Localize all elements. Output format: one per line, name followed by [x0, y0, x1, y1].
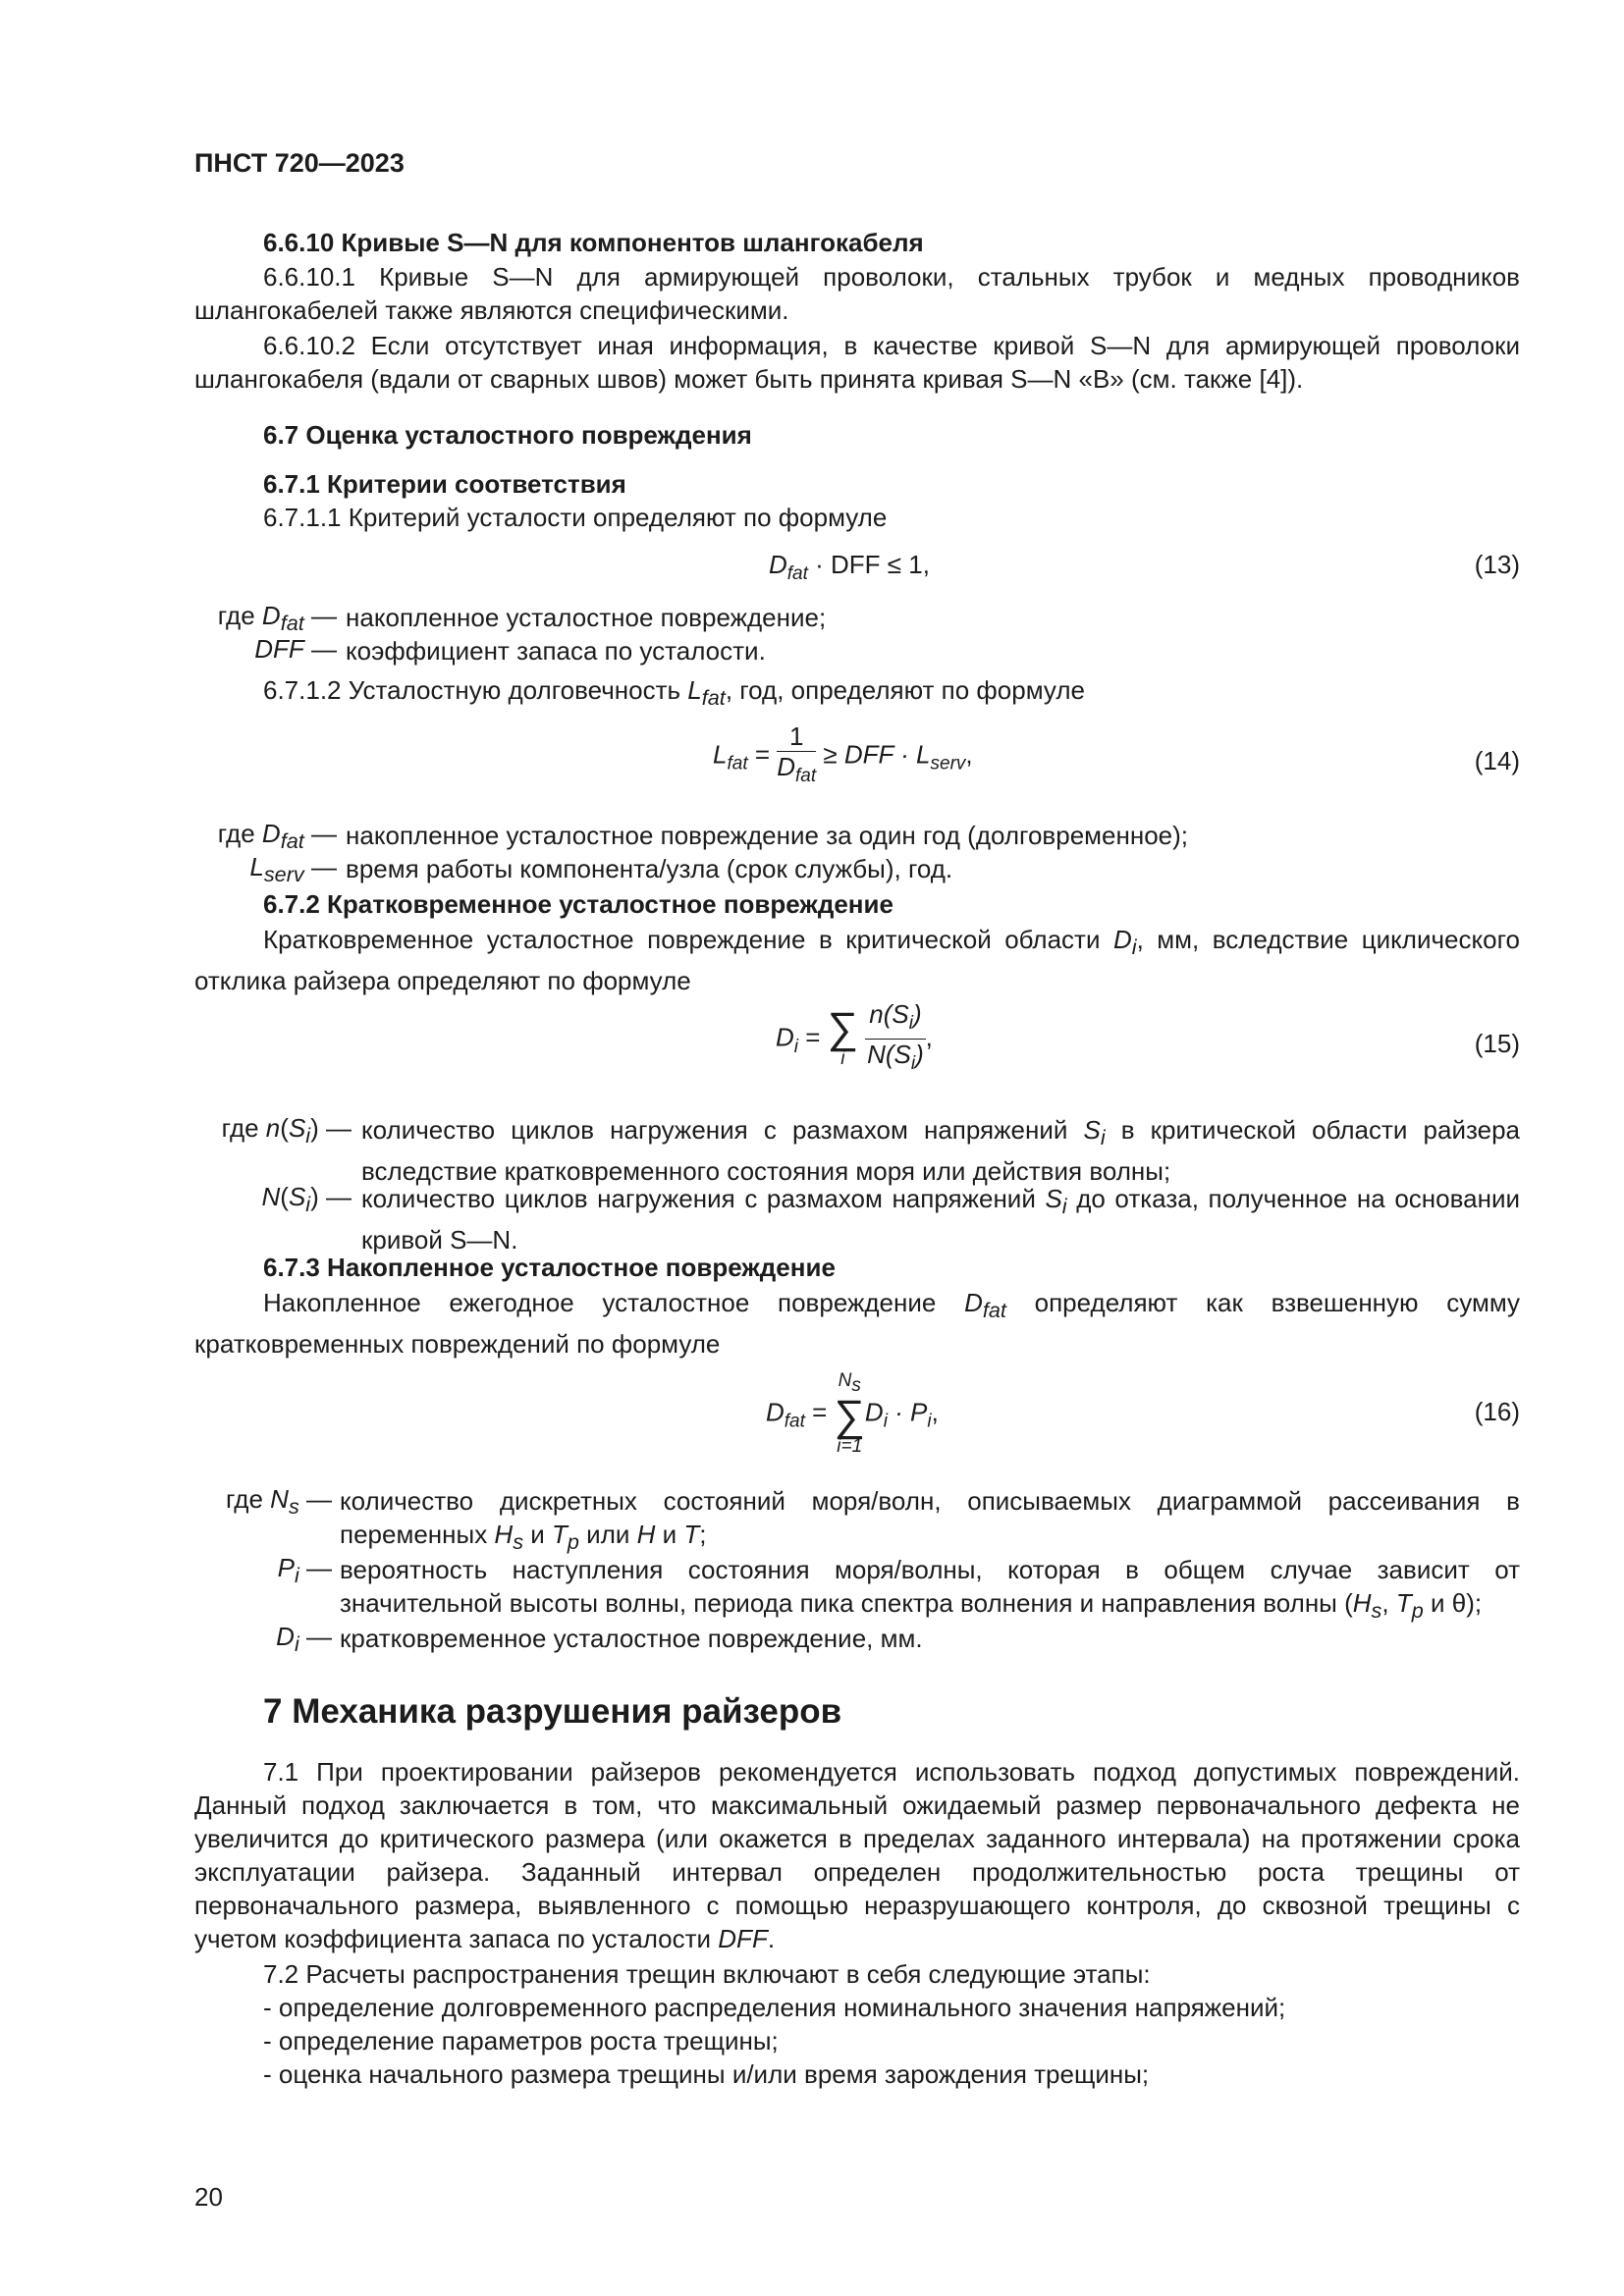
paragraph-7-1: 7.1 При проектировании райзеров рекомендуется использовать подход допустимых повреждений. Данный подход заключается в том, что максимальный ожидаемый размер первоначального дефекта не увеличится до критического размера (или окажется в пределах заданного интервала) на протяжении срока эксплуатации райзера. Заданный интервал определен продолжительностью роста трещины от первоначального размера, выявленного с помощью неразрушающего контроля, до сквозной трещины с учетом коэффициента запаса по усталости DFF.: [194, 1757, 1520, 1953]
paragraph-7-2: 7.2 Расчеты распространения трещин включают в себя следующие этапы:: [263, 1959, 1151, 1989]
list-item: - определение долговременного распределения номинального значения напряжений;: [263, 1993, 1286, 2022]
paragraph-6-6-10-1: 6.6.10.1 Кривые S—N для армирующей проволоки, стальных трубок и медных проводников шлангокабелей также являются специфическими.: [194, 262, 1520, 325]
paragraph-6-7-3: Накопленное ежегодное усталостное повреждение $D_{fat}$ определяют как взвешенную сумму кратковременных повреждений по формуле: [194, 1288, 1520, 1360]
equation-14: $L_{fat}$ = $\frac{1}{D_{fat}}$ ≥ DFF · $L_{serv}$,: [713, 721, 973, 787]
heading-6-7-2: 6.7.2 Кратковременное усталостное повреждение: [263, 889, 893, 919]
equation-number-16: (16): [1474, 1397, 1520, 1426]
equation-number-14: (14): [1474, 746, 1520, 775]
heading-section-7: 7 Механика разрушения райзеров: [263, 1692, 842, 1731]
list-item: - оценка начального размера трещины и/или время зарождения трещины;: [263, 2059, 1150, 2089]
equation-13: $D_{fat}$ · DFF ≤ 1,: [769, 550, 930, 585]
paragraph-6-7-1-1: 6.7.1.1 Критерий усталости определяют по формуле: [263, 503, 888, 532]
heading-6-7-1: 6.7.1 Критерии соответствия: [263, 469, 626, 499]
page-number: 20: [194, 2182, 223, 2212]
paragraph-6-6-10-2: 6.6.10.2 Если отсутствует иная информация, в качестве кривой S—N для армирующей проволоки шлангокабеля (вдали от сварных швов) может быть принята кривая S—N «B» (см. также [4]).: [194, 331, 1520, 394]
heading-6-7-3: 6.7.3 Накопленное усталостное повреждение: [263, 1253, 836, 1282]
heading-6-7: 6.7 Оценка усталостного повреждения: [263, 420, 752, 450]
equation-number-15: (15): [1474, 1029, 1520, 1058]
equation-15: $D_i$ = ∑ i $\frac{n(S_i)}{N(S_i)}$ ,: [776, 999, 933, 1075]
list-item: - определение параметров роста трещины;: [263, 2026, 779, 2056]
heading-6-6-10: 6.6.10 Кривые S—N для компонентов шлангокабеля: [263, 228, 924, 257]
equation-number-13: (13): [1474, 550, 1520, 579]
equation-16: $D_{fat}$ = $N_s$ ∑ i=1 $D_i \cdot P_i$,: [766, 1370, 939, 1457]
paragraph-6-7-1-2: 6.7.1.2 Усталостную долговечность $L_{fat}$, год, определяют по формуле: [263, 675, 1085, 711]
document-id: ПНСТ 720—2023: [194, 148, 405, 178]
paragraph-6-7-2: Кратковременное усталостное повреждение в критической области $D_i$, мм, вследствие циклического отклика райзера определяют по формуле: [194, 925, 1520, 996]
